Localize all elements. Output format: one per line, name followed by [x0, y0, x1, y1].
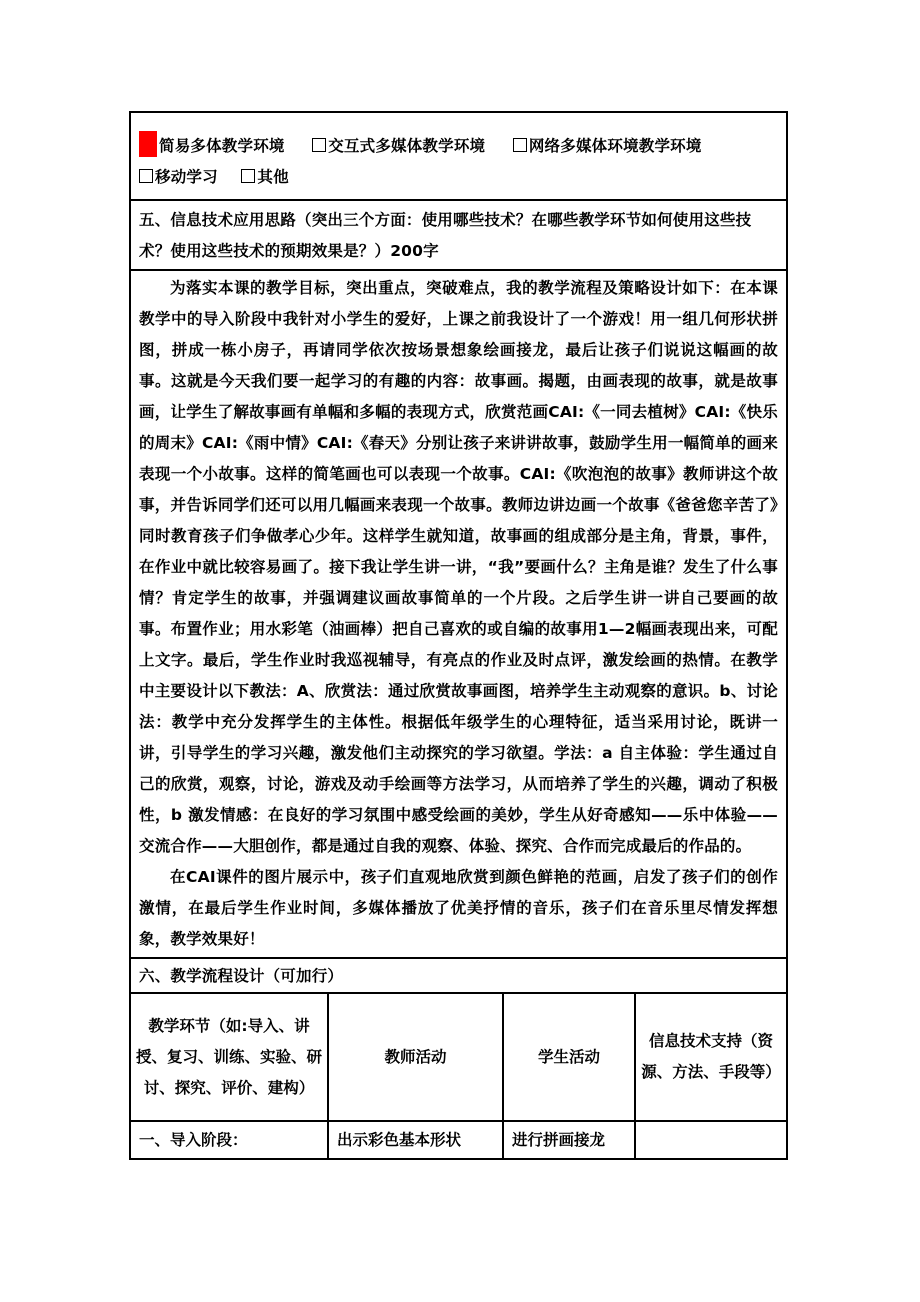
section-5-content: [131, 269, 786, 957]
env-option-network[interactable]: [513, 131, 702, 162]
env-option-label: 简易多体教学环境: [159, 137, 285, 155]
lesson-plan-form: [129, 111, 788, 1160]
row-it-support: [634, 1122, 786, 1158]
flow-table-header: [131, 992, 786, 1120]
env-option-label: 网络多媒体环境教学环境: [528, 137, 702, 155]
checkbox-icon-checked[interactable]: [139, 131, 157, 157]
checkbox-icon[interactable]: [513, 138, 527, 152]
header-student-activity: 学生活动: [502, 994, 634, 1120]
row-teacher-activity: 出示彩色基本形状: [327, 1122, 502, 1158]
env-option-label: 其他: [257, 168, 289, 186]
env-option-interactive[interactable]: [312, 131, 485, 162]
environment-options: [131, 113, 786, 199]
checkbox-icon[interactable]: [312, 138, 326, 152]
section-5-paragraph: 为落实本课的教学目标，突出重点，突破难点，我的教学流程及策略设计如下：在本课教学中的导入阶段中我针对小学生的爱好，上课之前我设计了一个游戏！用一组几何形状拼图，拼成一栋小房子，再请同学依次按场景想象绘画接龙，最后让孩子们说说这幅画的故事。这就是今天我们要一起学习的有趣的内容：故事画。揭题，由画表现的故事，就是故事画，让学生了解故事画有单幅和多幅的表现方式，欣赏范画CAI:《一同去植树》CAI:《快乐的周末》CAI:《雨中情》CAI:《春天》分别让孩子来讲讲故事，鼓励学生用一幅简单的画来表现一个小故事。这样的简笔画也可以表现一个故事。CAI:《吹泡泡的故事》教师讲这个故事，并告诉同学们还可以用几幅画来表现一个故事。教师边讲边画一个故事《爸爸您辛苦了》同时教育孩子们争做孝心少年。这样学生就知道，故事画的组成部分是主角，背景，事件，在作业中就比较容易画了。接下我让学生讲一讲，“我”要画什么？主角是谁？发生了什么事情？肯定学生的故事，并强调建议画故事简单的一个片段。之后学生讲一讲自己要画的故事。布置作业；用水彩笔（油画棒）把自己喜欢的或自编的故事用1—2幅画表现出来，可配上文字。最后，学生作业时我巡视辅导，有亮点的作业及时点评，激发绘画的热情。在教学中主要设计以下教法：A、欣赏法：通过欣赏故事画图，培养学生主动观察的意识。b、讨论法：教学中充分发挥学生的主体性。根据低年级学生的心理特征，适当采用讨论，既讲一讲，引导学生的学习兴趣，激发他们主动探究的学习欲望。学法：a 自主体验：学生通过自己的欣赏，观察，讨论，游戏及动手绘画等方法学习，从而培养了学生的兴趣，调动了积极性，b 激发情感：在良好的学习氛围中感受绘画的美妙，学生从好奇感知——乐中体验——交流合作——大胆创作，都是通过自我的观察、体验、探究、合作而完成最后的作品的。: [139, 279, 778, 855]
env-option-simple[interactable]: [139, 131, 285, 162]
section-6-title: 六、教学流程设计（可加行）: [131, 957, 786, 992]
row-stage: 一、导入阶段：: [139, 1130, 248, 1149]
section-5-paragraph: 在CAI课件的图片展示中，孩子们直观地欣赏到颜色鲜艳的范画，启发了孩子们的创作激情，在最后学生作业时间，多媒体播放了优美抒情的音乐，孩子们在音乐里尽情发挥想象，教学效果好！: [139, 868, 778, 948]
env-option-label: 移动学习: [155, 168, 218, 186]
section-5-title: 五、信息技术应用思路（突出三个方面：使用哪些技术？在哪些教学环节如何使用这些技术？使用这些技术的预期效果是？）200字: [131, 199, 786, 269]
header-it-support: 信息技术支持（资源、方法、手段等）: [634, 994, 786, 1120]
env-option-mobile[interactable]: [139, 162, 218, 193]
checkbox-icon[interactable]: [139, 169, 153, 183]
env-option-label: 交互式多媒体教学环境: [328, 137, 486, 155]
header-teacher-activity: 教师活动: [327, 994, 502, 1120]
header-teaching-stage: 教学环节（如:导入、讲授、复习、训练、实验、研讨、探究、评价、建构）: [135, 1016, 322, 1097]
checkbox-icon[interactable]: [241, 169, 255, 183]
row-student-activity: 进行拼画接龙: [502, 1122, 634, 1158]
table-row: [131, 1120, 786, 1158]
env-option-other[interactable]: [241, 162, 288, 193]
